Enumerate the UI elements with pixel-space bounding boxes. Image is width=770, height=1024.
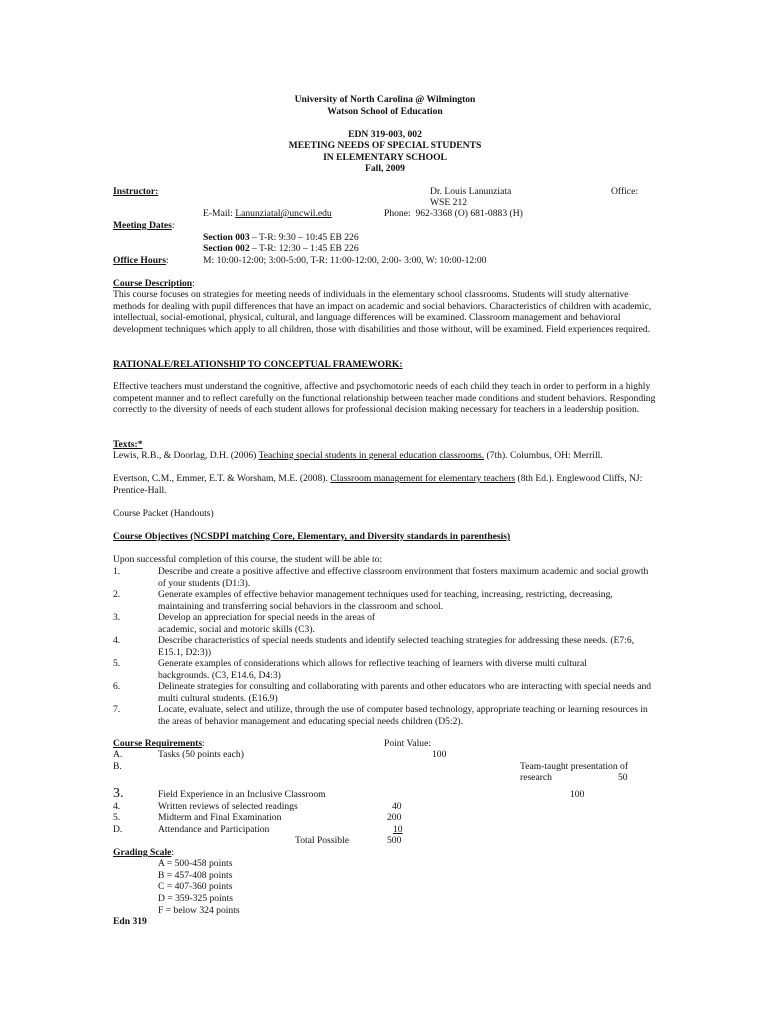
grade-row: C = 407-360 points bbox=[158, 881, 233, 892]
objectives-heading: Course Objectives (NCSDPI matching Core, Elementary, and Diversity standards in parenthesis) bbox=[113, 531, 511, 542]
phone-line bbox=[384, 208, 523, 220]
requirement-points: 100 bbox=[432, 749, 447, 760]
requirement-letter: D. bbox=[113, 824, 123, 835]
requirement-number: 3. bbox=[113, 786, 124, 801]
phone-label: Phone: bbox=[384, 208, 411, 219]
objective-number: 1. bbox=[113, 566, 121, 577]
instructor-name: Dr. Louis Lanunziata bbox=[430, 186, 512, 197]
email-link[interactable]: Lanunziatal@uncwil.edu bbox=[235, 208, 332, 219]
objective-number: 2. bbox=[113, 589, 121, 600]
section-002-schedule: Section 002 – T-R: 12:30 – 1:45 EB 226 bbox=[203, 243, 359, 254]
office-label: Office: bbox=[611, 186, 638, 197]
objectives-intro: Upon successful completion of this course, the student will be able to: bbox=[113, 554, 383, 565]
email-label: E-Mail: bbox=[203, 208, 233, 219]
objective-text: Delineate strategies for consulting and collaborating with parents and other educators who are interacting with special needs and multi cultural students. (E16.9) bbox=[158, 681, 652, 704]
email-line bbox=[203, 208, 332, 220]
objective-number: 4. bbox=[113, 635, 121, 646]
section-003-schedule: Section 003 – T-R: 9:30 – 10:45 EB 226 bbox=[203, 232, 359, 243]
requirement-points: 40 bbox=[392, 801, 402, 812]
requirement-points: 50 bbox=[618, 772, 628, 783]
course-code: EDN 319-003, 002 bbox=[348, 129, 422, 140]
grade-row: B = 457-408 points bbox=[158, 870, 233, 881]
course-term: Fall, 2009 bbox=[365, 163, 405, 174]
footer-course-code: Edn 319 bbox=[113, 916, 147, 927]
grade-row: D = 359-325 points bbox=[158, 893, 233, 904]
requirement-points: 100 bbox=[570, 789, 585, 800]
grading-scale-heading: Grading Scale: bbox=[113, 847, 175, 858]
objective-text: Develop an appreciation for special needs in the areas of academic, social and motoric skills (C3). bbox=[158, 612, 376, 635]
total-possible-label: Total Possible bbox=[295, 835, 349, 846]
text-reference-3: Course Packet (Handouts) bbox=[113, 508, 214, 519]
requirement-number: 5. bbox=[113, 812, 121, 823]
objective-text: Generate examples of effective behavior management techniques used for teaching, increasing, restricting, decreasing, maintaining and transferring social behaviors in the classroom and school. bbox=[158, 589, 613, 612]
requirement-tasks: Tasks (50 points each) bbox=[158, 749, 244, 760]
total-possible-points: 500 bbox=[387, 835, 402, 846]
objective-text: Locate, evaluate, select and utilize, through the use of computer based technology, appropriate teaching or learning resources in the areas of behavior management and educating special needs children (D5:2). bbox=[158, 704, 648, 727]
requirement-letter: A. bbox=[113, 749, 123, 760]
requirement-points: 10 bbox=[393, 824, 403, 835]
course-description-text: This course focuses on strategies for meeting needs of individuals in the elementary school classrooms. Students will study alternative methods for dealing with pupil differences that have an impact on academic and social behaviors. Characteristics of children with academic, intellectual, social-emotional, physical, cultural, and language differences will be examined. Classroom management and behavioral development techniques which apply to all children, those with disabilities and those without, will be examined. Field experiences required. bbox=[113, 289, 652, 335]
meeting-dates-heading: Meeting Dates: bbox=[113, 220, 175, 231]
objective-text: Describe characteristics of special needs students and identify selected teaching strategies for addressing these needs. (E7:6, E15.1, D2:3)) bbox=[158, 635, 635, 658]
university-name: University of North Carolina @ Wilmington bbox=[294, 94, 476, 105]
point-value-label: Point Value: bbox=[384, 738, 431, 749]
requirement-points: 200 bbox=[387, 812, 402, 823]
objective-number: 5. bbox=[113, 658, 121, 669]
rationale-text: Effective teachers must understand the cognitive, affective and psychomotoric needs of each child they teach in order to perform in a highly competent manner and to reflect carefully on the functional relationship between teacher made conditions and student behaviors. Responding correctly to the diversity of needs of each student allows for professional decision making necessary for teachers in a leadership position. bbox=[113, 381, 656, 416]
course-description-heading: Course Description: bbox=[113, 278, 195, 289]
objective-text: Generate examples of considerations which allows for reflective teaching of learners with diverse multi cultural backgrounds. (C3, E14.6, D4:3) bbox=[158, 658, 587, 681]
requirement-attendance: Attendance and Participation bbox=[158, 824, 270, 835]
requirements-heading: Course Requirements: bbox=[113, 738, 205, 749]
course-title-line-1: MEETING NEEDS OF SPECIAL STUDENTS bbox=[288, 140, 482, 151]
requirement-field-experience: Field Experience in an Inclusive Classroom bbox=[158, 789, 326, 800]
text-reference-1: Lewis, R.B., & Doorlag, D.H. (2006) Teaching special students in general education classrooms. (7th). Columbus, OH: Merrill. bbox=[113, 450, 603, 461]
requirement-letter: B. bbox=[113, 761, 122, 772]
office-hours-text: M: 10:00-12:00; 3:00-5:00, T-R: 11:00-12:00, 2:00- 3:00, W: 10:00-12:00 bbox=[203, 255, 487, 266]
grade-row: A = 500-458 points bbox=[158, 858, 233, 869]
objective-text: Describe and create a positive affective and effective classroom environment that fosters maximum academic and social growth of your students (D1:3). bbox=[158, 566, 649, 589]
requirement-exams: Midterm and Final Examination bbox=[158, 812, 282, 823]
text-reference-2: Evertson, C.M., Emmer, E.T. & Worsham, M.E. (2008). Classroom management for elementary teachers (8th Ed.). Englewood Cliffs, NJ: Prentice-Hall. bbox=[113, 473, 643, 496]
texts-heading: Texts:* bbox=[113, 439, 143, 450]
objective-number: 7. bbox=[113, 704, 121, 715]
objective-number: 6. bbox=[113, 681, 121, 692]
office-location: WSE 212 bbox=[430, 197, 468, 208]
objective-number: 3. bbox=[113, 612, 121, 623]
requirement-readings: Written reviews of selected readings bbox=[158, 801, 298, 812]
requirement-presentation-line-2: research bbox=[520, 772, 552, 783]
course-title-line-2: IN ELEMENTARY SCHOOL bbox=[323, 152, 447, 163]
office-hours-heading: Office Hours: bbox=[113, 255, 169, 266]
requirement-number: 4. bbox=[113, 801, 121, 812]
instructor-label: Instructor: bbox=[113, 186, 159, 197]
requirement-presentation-line-1: Team-taught presentation of bbox=[520, 761, 629, 772]
phone-numbers: 962-3368 (O) 681-0883 (H) bbox=[415, 208, 523, 219]
rationale-heading: RATIONALE/RELATIONSHIP TO CONCEPTUAL FRAMEWORK: bbox=[113, 359, 403, 370]
school-name: Watson School of Education bbox=[327, 106, 443, 117]
grade-row: F = below 324 points bbox=[158, 905, 240, 916]
